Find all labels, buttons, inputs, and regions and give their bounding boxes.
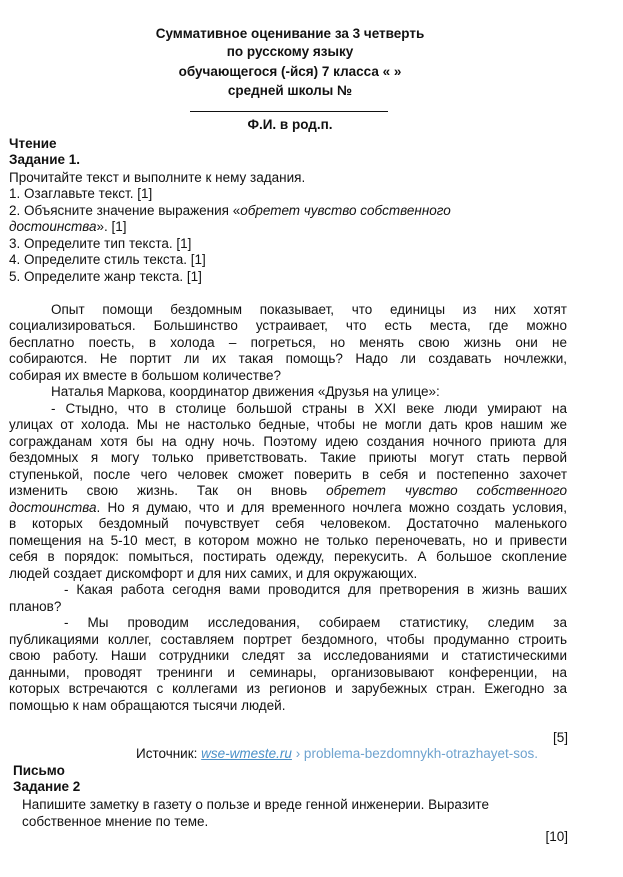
text-line: Опыт помощи бездомным показывает, что единицы из них хотят	[51, 302, 567, 317]
task1-item-4: 4. Определите стиль текста. [1]	[9, 252, 206, 267]
task2-line-2: собственное мнение по теме.	[22, 814, 209, 829]
header-line-4: средней школы №	[227, 83, 353, 98]
task2-title: Задание 2	[13, 779, 81, 794]
header-line-3: обучающегося (-йся) 7 класса « »	[178, 64, 402, 79]
text-line: которых встречаются с коллегами из регионов и зарубежных стран. Ежегодно за	[9, 681, 567, 696]
text-line: достоинства. Но я думаю, что и для временного ночлега можно создать условия,	[9, 500, 567, 515]
signature-line	[190, 111, 388, 112]
text-line: согражданам хотя бы на одну ночь. Поэтому идею создания ночного приюта для	[9, 434, 567, 449]
fio-caption: Ф.И. в род.п.	[247, 117, 333, 132]
text-line: людей создает дискомфорт и для них самих, и для окружающих.	[9, 566, 418, 581]
text-line: собираются. Не портит ли их такая помощь? Надо ли создавать ночлежки,	[9, 351, 567, 366]
header-line-1: Суммативное оценивание за 3 четверть	[155, 26, 425, 41]
text-line: помощью к нам обращаются тысячи людей.	[9, 698, 286, 713]
text-line: свою работу. Наши сотрудники следят за исследованиями и статистическими	[9, 648, 567, 663]
task1-item-2: 2. Объясните значение выражения «обретет чувство собственного	[9, 203, 451, 218]
text-line: ступенькой, после чего человек сможет поверить в себя и постепенно захочет	[9, 467, 567, 482]
writing-title: Письмо	[13, 763, 65, 778]
text-line: публикациями коллег, составляем портрет бездомного, чтобы продуманно строить	[9, 632, 567, 647]
task2-score: [10]	[545, 829, 568, 844]
text-line: улицах от холода. Мы не настолько бедные, чтобы не могли дать кров нашим же	[9, 417, 567, 432]
task1-item-5: 5. Определите жанр текста. [1]	[9, 269, 202, 284]
task1-item-3: 3. Определите тип текста. [1]	[9, 236, 192, 251]
source-line	[136, 746, 538, 761]
task1-item-1: 1. Озаглавьте текст. [1]	[9, 186, 153, 201]
text-line: - Какая работа сегодня вами проводится для претворения в жизнь ваших	[64, 582, 567, 597]
task1-score: [5]	[552, 730, 568, 745]
text-line: собирая их вместе в большом количестве?	[9, 368, 281, 383]
text-line: бездомных я могу только приветствовать. Такие приюты могут стать первой	[9, 450, 567, 465]
task1-instruction: Прочитайте текст и выполните к нему задания.	[9, 170, 306, 185]
header-line-2: по русскому языку	[226, 44, 354, 59]
text-line: - Мы проводим исследования, собираем статистику, следим за	[64, 615, 567, 630]
task1-title: Задание 1.	[9, 152, 81, 167]
text-line: в которых бездомный почувствует себя человеком. Достаточно маленького	[9, 516, 567, 531]
text-line: планов?	[9, 599, 62, 614]
source-label: Источник:	[136, 746, 198, 761]
text-line: помещения на 5-10 мест, в котором можно не только переночевать, но и привести	[9, 533, 567, 548]
text-line: изменить свою жизнь. Так он вновь обретет чувство собственного	[9, 483, 567, 498]
task1-item-2-cont: достоинства». [1]	[9, 219, 127, 234]
text-line: данными, проводят тренинги и семинары, организовывают конференции, на	[9, 665, 567, 680]
text-line: бесплатно поесть, в холода – погреться, но менять свою жизнь они не	[9, 335, 567, 350]
reading-title: Чтение	[9, 136, 57, 151]
text-line: - Стыдно, что в столице большой страны в XXI веке люди умирают на	[51, 401, 567, 416]
task2-line-1: Напишите заметку в газету о пользе и вреде генной инженерии. Выразите	[22, 797, 489, 812]
text-line: себя в порядок: помыться, постирать одежду, перекусить. А большое скопление	[9, 549, 567, 564]
text-line: социализироваться. Большинство устраивает, что есть места, где можно	[9, 318, 567, 333]
text-line: Наталья Маркова, координатор движения «Друзья на улице»:	[51, 384, 440, 399]
source-link[interactable]: wse-wmeste.ru	[201, 746, 292, 761]
source-path: › problema-bezdomnykh-otrazhayet-sos.	[291, 746, 539, 761]
